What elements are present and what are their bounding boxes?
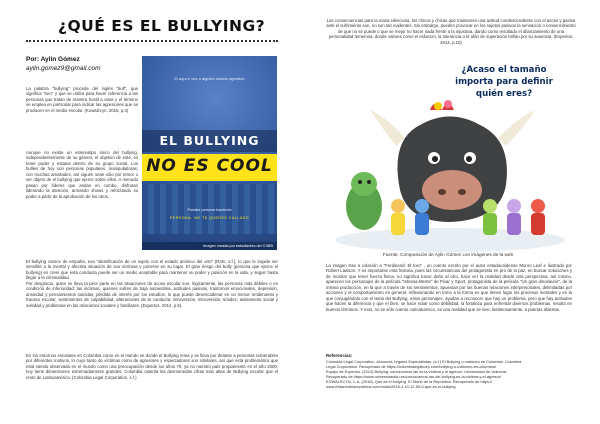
poster-caption: Imagen creada por estudiantes del CSBB bbox=[142, 242, 277, 250]
poster-slogan: PERSONA- NO TE QUEDES CALLADO bbox=[169, 216, 250, 220]
poster-title-line1: EL BULLYING bbox=[159, 133, 260, 148]
paragraph-colombia: En los entornos escolares en Colombia como en el mundo se donde el Bullying reina y se lleva por delante a personas vulnerables por diferentes motivos, lo cuyo tanto de víctimas como de agresores y espectadores son similares, así que esta problemática que está siendo observada en el mundo como una preocupación desde los años 70, ya no nuestro país propiamente en el año 2000, hoy tiene dimensiones extremadamente grandes, Colombia ostenta las desmonedas cifras más altas de Bullying escolar que el resto de Latinoamérica. (Colombia Legal Corporation, s.f.) bbox=[26, 353, 278, 380]
question-heading: ¿Acaso el tamaño importa para definir quién eres? bbox=[455, 65, 553, 99]
paragraph-consequences: Las consecuencias para la masa silenciosa, los chicos y chicas que mantienen una actitud condescendiente con el acoso y pasiva ante el sufrimiento son, no son tan evidentes. Sin embargo, pueden provocar en los sujetos pasivos la sensación o convencimiento de que no se puede o que se mejor no hacer nada frente a la injusticia, dando como resultado el afianzamiento de una personalidad temerosa, donde valores como el esfuerzo, la tolerancia o el afán de superación brillan por su ausencia. (Expertos, 2014, p.10) bbox=[326, 18, 576, 45]
page-title: ¿QUÉ ES EL BULLYING? bbox=[58, 17, 266, 35]
poster-title-line2: NO ES COOL bbox=[146, 156, 273, 176]
poster-top-text: El aquí e vez a alguien estado agredido bbox=[174, 76, 245, 81]
references-list bbox=[326, 359, 572, 389]
reference-item: www.eldiariodelarepublica.com/notas/2016-4-10-12-59-0-que-es-el-bullying bbox=[326, 384, 456, 389]
reference-item: Equipo de Expertos. (2014) Bullying: conozcamos las es la víctima y el agresor. Universidad de Valencia. bbox=[326, 369, 507, 374]
figure-caption: Fuente: Composición de Aylin Gómez con imágenes de la web bbox=[382, 252, 514, 257]
poster-image bbox=[142, 56, 277, 250]
references-heading: Referencias: bbox=[326, 353, 353, 358]
paragraph-intro: La palabra "bullying" procede del inglés "bull", que significa "toro" y que se utiliza para hacer referencia a las personas que tratan de manera hostil a otras y el término se emplea en particular para indicar las agresiones que se producen en el medio escolar. (Kowalzcyn, 2016, p.3) bbox=[26, 86, 138, 113]
paragraph-empathy: El bullying carece de empatía, esa "identificación de un sujeto con el estado anímico del otro" (RAE, s.f.), lo que le impide ser sensible a la mental y afectiva situación de sus víctimas y ponerse en su lugar. El gran riesgo del bully (persona que ejerce el bullying) es creer que esta conducta puede ser un medio aceptable para mantener su poder y posición en la vida, y seguir hasta llegar a la criminalidad. Por desgracia, quien se lleva la peor parte en las situaciones de acoso escolar son, lógicamente, las personas más débiles o en condición de inferioridad: las víctimas, quienes sufren de baja autoestima, actitudes pasivas, trastornos emocionales, depresión, ansiedad y pensamientos suicidas, pérdida de interés por los estudios, lo que puede desencadenar en un menor rendimiento y fracaso escolar, sentimientos de culpabilidad, alteraciones de la conducta: introversión, introversión, timidez, aislamiento social y soledad y problemas en las relaciones sociales y familiares. (Expertos, 2014, p.5). bbox=[26, 259, 278, 308]
reference-item: Recuperado de https://www.universidadviu.es/conozcamos-las-del-bullying-es-la-victima-y-el-agresor/ bbox=[326, 374, 502, 379]
reference-item: Legal Corporation. Recuperado de https://colombialegalcorp.com/bullying-o-matoneo-en-colombia/ bbox=[326, 364, 496, 369]
author-name: Por: Aylin Gómez bbox=[26, 56, 80, 63]
poster-bottom-text: Puedes persona haciendo bbox=[187, 208, 232, 212]
paragraph-bullies: Aunque no existe un estereotipo único del bullying, independientemente de su género, el objetivo de este, es tener poder y estatus dentro de su grupo social. Los bullies de hoy son personas populares, manipuladoras, con muchas amistades, así siguen sean sólo por temor o ser objeto de el bullying que ejerce sobre ellos. A menudo pasan por líderes que andan en combo, disfrutan liderando la atención, armando shows y reforzando su poder a partir de la aprobación de los otros. bbox=[26, 150, 138, 199]
paragraph-ferdinand: La imagen trae a colación a "Ferdinand: El toro" , un cuento escrito por el autor estadounidense Munro Leaf e ilustrado por Robert Lawson. Y es importante esta historia, pues las circunstancias del protagonista en pro de la paz, en buscar soluciones y de mostrar que tener fuerza física, no significa hacer daño al otro, hace ver la realidad desde otra perspectiva, así mismo, aparecen los personajes de la película "Intensa-Mente" de Pixar y Sport, protagonista de la película "Un gran dinosaurio", de la misma producción, en la que a través de los sentimientos, apuestan por las buenas relaciones interpersonales, delimitadas por acciones y el comportamiento en general, reflexionando en torno a la forma en que tienen lugar los procesos mentales y en la que conjugándolo con el tema del Bullying, estos personajes, ayudan a reconocer que hay un problema, pero que hay actitudes que hacen la diferencia y que el bien, se hace notar como debilidad, la fortaleza para enfrentar diversos problemas, resulta en buenos términos. Y esto, no se sólo cuento caricaturesco, es una realidad que se vive, lastimosamente, a puertas abiertas. bbox=[326, 263, 572, 312]
title-divider bbox=[26, 40, 278, 42]
author-email: aylin.gomez9@gmail.com bbox=[26, 65, 101, 72]
reference-item: Colombia Legal Corporation. Acosores Legales Especialistas. (s.f.) El Bullying o matoneo en Colombia. Colombia bbox=[326, 359, 522, 364]
reference-item: KOWALSCYN, C.A, (2016). Qué es el bullying. El Diario de la República. Recuperado de https:// bbox=[326, 379, 493, 384]
